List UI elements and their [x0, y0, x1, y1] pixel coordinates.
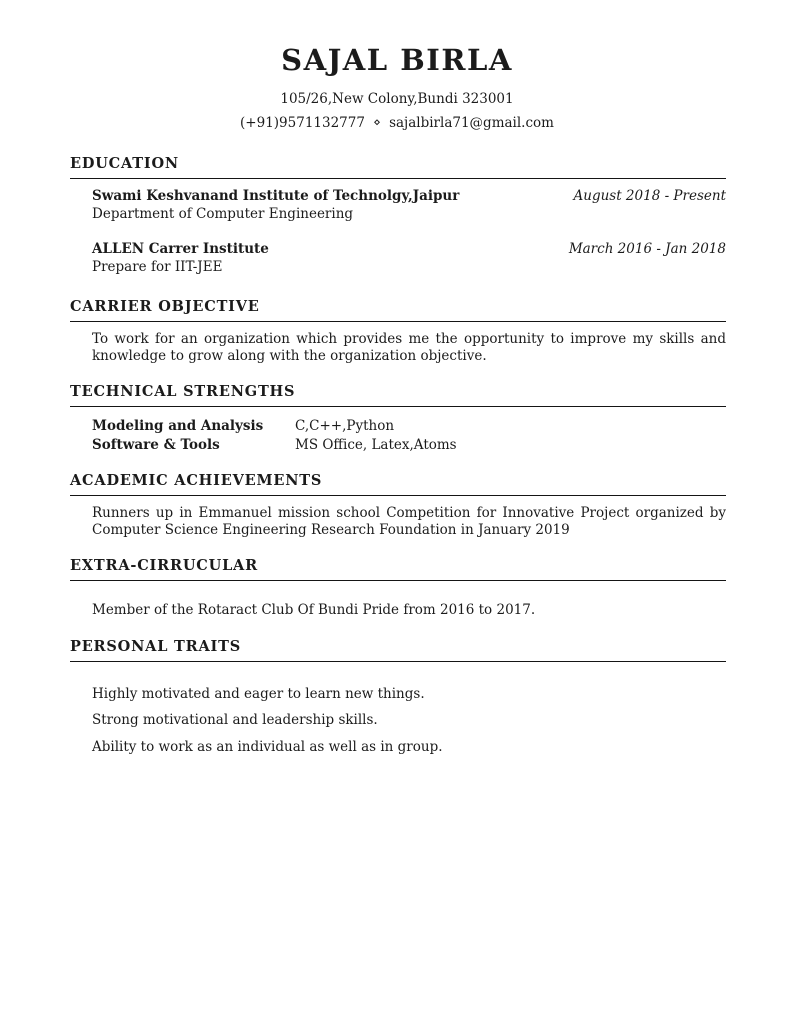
section-carrier-objective	[70, 299, 726, 364]
education-entry-row	[92, 240, 726, 258]
section-extra-cirrucular	[70, 558, 726, 619]
personal-traits-heading: PERSONAL TRAITS	[70, 639, 726, 662]
education-detail: Department of Computer Engineering	[92, 206, 354, 222]
personal-traits-body	[70, 686, 726, 755]
extra-cirrucular-body	[70, 602, 726, 619]
extra-cirrucular-text: Member of the Rotaract Club Of Bundi Pride from 2016 to 2017.	[92, 602, 536, 618]
academic-achievements-heading: ACADEMIC ACHIEVEMENTS	[70, 473, 726, 496]
section-academic-achievements	[70, 473, 726, 538]
skill-category: Modeling and Analysis	[92, 418, 264, 434]
technical-strengths-body	[70, 417, 726, 454]
education-detail: Prepare for IIT-JEE	[92, 259, 223, 275]
education-date: March 2016 - Jan 2018	[568, 241, 726, 257]
section-technical-strengths	[70, 384, 726, 454]
section-education	[70, 156, 726, 276]
institution-name: ALLEN Carrer Institute	[92, 241, 269, 257]
section-personal-traits	[70, 639, 726, 755]
achievement-text: Runners up in Emmanuel mission school Competition for Innovative Project organized by Computer Science Engineering Research Foundation in January 2019	[92, 505, 726, 538]
education-entry	[92, 187, 726, 223]
candidate-email: sajalbirla71@gmail.com	[389, 115, 554, 131]
carrier-objective-body	[70, 331, 726, 364]
carrier-objective-heading: CARRIER OBJECTIVE	[70, 299, 726, 322]
diamond-separator-icon: ⋄	[373, 115, 381, 129]
skill-value: C,C++,Python	[295, 418, 395, 434]
skill-value: MS Office, Latex,Atoms	[295, 436, 457, 453]
extra-cirrucular-heading: EXTRA-CIRRUCULAR	[70, 558, 726, 581]
education-entry-row	[92, 187, 726, 205]
candidate-name: SAJAL BIRLA	[281, 43, 513, 77]
technical-strengths-heading: TECHNICAL STRENGTHS	[70, 384, 726, 407]
education-heading: EDUCATION	[70, 156, 726, 179]
objective-text: To work for an organization which provides me the opportunity to improve my skills and knowledge to grow along with the organization objective.	[92, 331, 726, 364]
resume-body	[70, 156, 726, 755]
skill-category: Software & Tools	[92, 436, 220, 453]
academic-achievements-body	[70, 505, 726, 538]
candidate-address: 105/26,New Colony,Bundi 323001	[280, 91, 514, 107]
contact-line	[0, 115, 794, 131]
trait-item: Strong motivational and leadership skills.	[92, 712, 378, 728]
resume-header	[0, 0, 794, 131]
candidate-phone: (+91)9571132777	[240, 115, 365, 131]
education-body	[70, 187, 726, 276]
trait-item: Highly motivated and eager to learn new things.	[92, 685, 425, 702]
skills-row	[92, 436, 726, 455]
traits-list	[92, 686, 726, 755]
institution-name: Swami Keshvanand Institute of Technolgy,Jaipur	[92, 188, 460, 204]
education-date: August 2018 - Present	[573, 188, 726, 204]
trait-item: Ability to work as an individual as well as in group.	[92, 738, 443, 755]
skills-row	[92, 417, 726, 436]
education-entry	[92, 240, 726, 276]
skills-table	[92, 417, 726, 454]
